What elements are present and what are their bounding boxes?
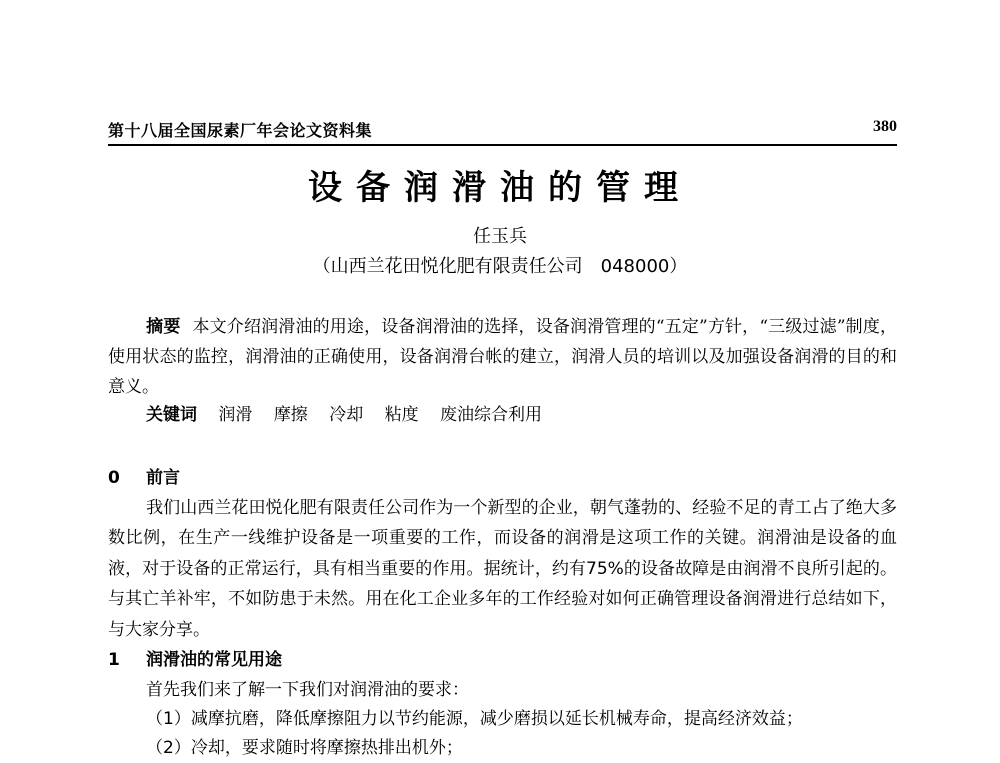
keyword: 摩擦: [273, 405, 308, 425]
section-0-heading: [108, 463, 897, 493]
section-title: 润滑油的常见用途: [146, 650, 282, 670]
paragraph-text: 我们山西兰花田悦化肥有限责任公司作为一个新型的企业，朝气蓬勃的、经验不足的青工占了绝大多数比例，在生产一线维护设备是一项重要的工作，而设备的润滑是这项工作的关键。润滑油是设备的血液，对于设备的正常运行，具有相当重要的作用。据统计，约有75%的设备故障是由润滑不良所引起的。与其亡羊补牢，不如防患于未然。用在化工企业多年的工作经验对如何正确管理设备润滑进行总结如下，与大家分享。: [108, 498, 897, 640]
section-0-paragraph: [108, 493, 897, 645]
keywords-label: 关键词: [146, 405, 197, 425]
keyword: 粘度: [384, 405, 419, 425]
section-1-item: （1）减摩抗磨，降低摩擦阻力以节约能源，减少磨损以延长机械寿命，提高经济效益；: [146, 709, 803, 729]
keyword: 冷却: [329, 405, 364, 425]
section-1-heading: [108, 645, 897, 675]
author-name: 任玉兵: [473, 226, 527, 247]
abstract-label: 摘要: [146, 317, 181, 337]
journal-title: 第十八届全国尿素厂年会论文资料集: [108, 121, 373, 140]
keyword: 废油综合利用: [440, 405, 543, 425]
running-header: [108, 116, 897, 146]
keyword: 润滑: [218, 405, 253, 425]
section-number: 1: [108, 650, 120, 670]
author-affiliation: （山西兰花田悦化肥有限责任公司 048000）: [312, 256, 688, 277]
section-title: 前言: [146, 468, 180, 488]
keywords: [146, 400, 896, 430]
section-number: 0: [108, 468, 120, 488]
section-1-intro: 首先我们来了解一下我们对润滑油的要求：: [146, 680, 469, 700]
section-1-item: （2）冷却，要求随时将摩擦热排出机外；: [146, 738, 463, 758]
abstract: [108, 312, 897, 402]
abstract-text: 本文介绍润滑油的用途，设备润滑油的选择，设备润滑管理的“五定”方针，“三级过滤”制度，使用状态的监控，润滑油的正确使用，设备润滑台帐的建立，润滑人员的培训以及加强设备润滑的目的和意义。: [108, 317, 897, 397]
page-number: 380: [873, 118, 897, 135]
paper-title: 设备润滑油的管理: [308, 168, 692, 208]
